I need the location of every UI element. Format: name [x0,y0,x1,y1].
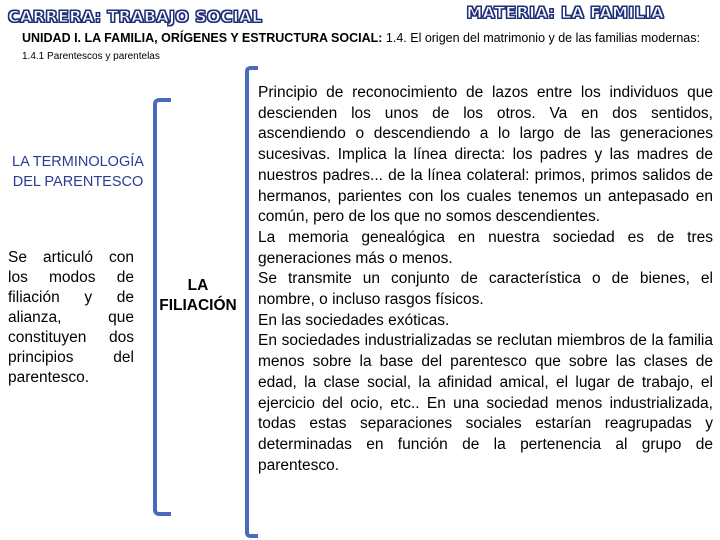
filiacion-label: LA FILIACIÓN [159,277,237,314]
paragraph: En las sociedades exóticas. [258,311,450,329]
paragraph: Principio de reconocimiento de lazos entre los individuos que descienden los unos de los otros. Va en dos sentidos, ascendiendo o descendiendo a lo largo de las generaciones sucesivas. Implica la línea directa: los padres y las madres de nuestros padres... de la línea colateral: primos, primos salidos de hermanos, parientes con los cuales tenemos un antepasado en común, pero de los que no somos descendientes. [258,84,713,226]
materia-title: MATERIA: LA FAMILIA [466,3,664,22]
paragraph: En sociedades industrializadas se reclutan miembros de la familia menos sobre la base del parentesco que sobre las clases de edad, la clase social, la afinidad amical, el lugar de trabajo, el ejercicio del ocio, etc.. En una sociedad menos industrializada, todas estas separaciones sociales estarían reagrupadas y determinadas en función de la pertenencia al grupo de parentesco. [258,332,713,474]
terminology-title: LA TERMINOLOGÍA DEL PARENTESCO [12,154,144,190]
unidad-heading [22,30,712,65]
right-bracket [245,66,258,538]
unidad-subtopic: 1.4.1 Parentescos y parentelas [22,51,160,62]
terminology-text: Se articuló con los modos de filiación y de alianza, que constituyen dos principios del parentesco. [8,249,134,386]
paragraph: Se transmite un conjunto de característica o de bienes, el nombre, o incluso rasgos físicos. [258,270,713,309]
filiacion-description [258,83,713,476]
unidad-label: UNIDAD I. LA FAMILIA, ORÍGENES Y ESTRUCTURA SOCIAL: [22,31,383,45]
paragraph: La memoria genealógica en nuestra sociedad es de tres generaciones más o menos. [258,228,713,267]
unidad-topic: 1.4. El origen del matrimonio y de las familias modernas: [382,31,700,45]
carrera-title: CARRERA: TRABAJO SOCIAL [8,7,263,26]
